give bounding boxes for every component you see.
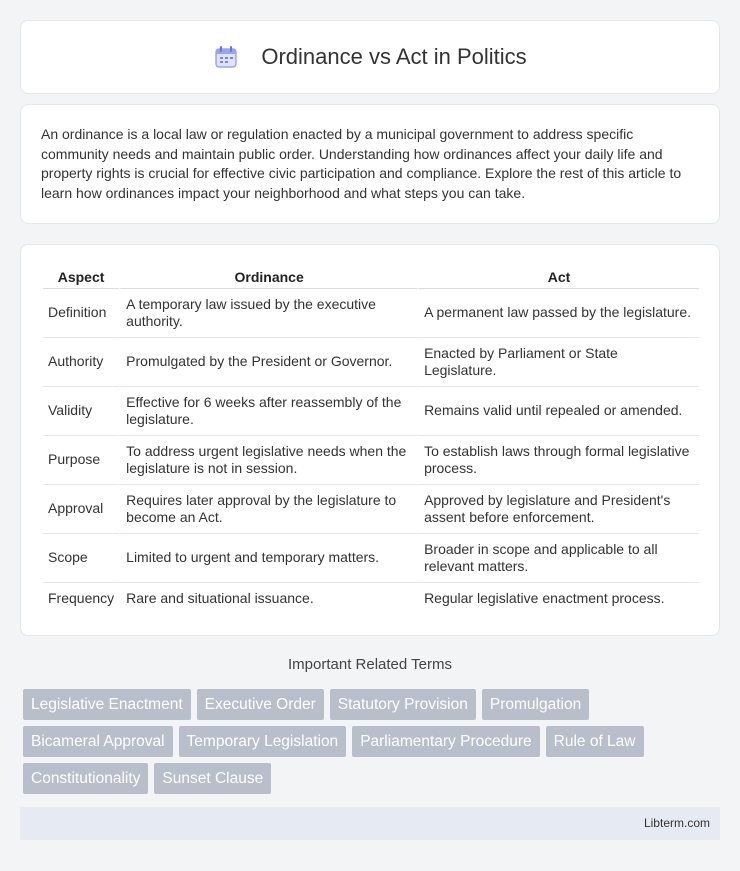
- cell-act: Regular legislative enactment process.: [417, 583, 699, 615]
- cell-ordinance: Requires later approval by the legislature to become an Act.: [119, 485, 417, 534]
- header-aspect: Aspect: [43, 265, 119, 289]
- table-row: [43, 289, 699, 338]
- table-row: [43, 436, 699, 485]
- cell-aspect: Validity: [43, 387, 119, 436]
- cell-act: Enacted by Parliament or State Legislature.: [417, 338, 699, 387]
- tag-sunset-clause[interactable]: Sunset Clause: [154, 763, 271, 794]
- tag-promulgation[interactable]: Promulgation: [482, 689, 589, 720]
- cell-ordinance: To address urgent legislative needs when the legislature is not in session.: [119, 436, 417, 485]
- cell-act: To establish laws through formal legislative process.: [417, 436, 699, 485]
- intro-text: An ordinance is a local law or regulation enacted by a municipal government to address specific community needs and maintain public order. Understanding how ordinances affect your daily life and property rights is crucial for effective civic participation and compliance. Explore the rest of this article to learn how ordinances impact your neighborhood and what steps you can take.: [41, 126, 682, 201]
- cell-aspect: Authority: [43, 338, 119, 387]
- table-row: [43, 583, 699, 615]
- cell-act: Broader in scope and applicable to all relevant matters.: [417, 534, 699, 583]
- tag-parliamentary-procedure[interactable]: Parliamentary Procedure: [352, 726, 539, 757]
- cell-aspect: Approval: [43, 485, 119, 534]
- cell-aspect: Purpose: [43, 436, 119, 485]
- cell-act: Approved by legislature and President's assent before enforcement.: [417, 485, 699, 534]
- tag-row: [23, 763, 723, 794]
- cell-ordinance: Promulgated by the President or Governor.: [119, 338, 417, 387]
- tag-bicameral-approval[interactable]: Bicameral Approval: [23, 726, 173, 757]
- tag-legislative-enactment[interactable]: Legislative Enactment: [23, 689, 191, 720]
- table-row: [43, 387, 699, 436]
- calendar-icon: [213, 44, 239, 70]
- table-header-row: [43, 265, 699, 289]
- cell-ordinance: A temporary law issued by the executive authority.: [119, 289, 417, 338]
- related-terms-title: Important Related Terms: [288, 656, 452, 673]
- cell-ordinance: Rare and situational issuance.: [119, 583, 417, 615]
- cell-act: Remains valid until repealed or amended.: [417, 387, 699, 436]
- cell-ordinance: Effective for 6 weeks after reassembly of the legislature.: [119, 387, 417, 436]
- tag-statutory-provision[interactable]: Statutory Provision: [330, 689, 476, 720]
- table-row: [43, 338, 699, 387]
- tag-row: [23, 726, 723, 757]
- cell-act: A permanent law passed by the legislature.: [417, 289, 699, 338]
- cell-ordinance: Limited to urgent and temporary matters.: [119, 534, 417, 583]
- header-card: [20, 20, 720, 94]
- related-terms-list: [23, 689, 723, 800]
- header-act: Act: [417, 265, 699, 289]
- comparison-table: [43, 265, 699, 615]
- footer: [20, 807, 720, 840]
- tag-executive-order[interactable]: Executive Order: [197, 689, 324, 720]
- page-title: Ordinance vs Act in Politics: [261, 44, 527, 69]
- comparison-card: [20, 244, 720, 636]
- footer-site-link[interactable]: Libterm.com: [643, 816, 710, 830]
- cell-aspect: Scope: [43, 534, 119, 583]
- tag-rule-of-law[interactable]: Rule of Law: [546, 726, 644, 757]
- header-ordinance: Ordinance: [119, 265, 417, 289]
- cell-aspect: Frequency: [48, 590, 115, 607]
- table-row: [43, 485, 699, 534]
- table-row: [43, 534, 699, 583]
- tag-constitutionality[interactable]: Constitutionality: [23, 763, 148, 794]
- tag-row: [23, 689, 723, 720]
- intro-card: [20, 104, 720, 224]
- tag-temporary-legislation[interactable]: Temporary Legislation: [179, 726, 347, 757]
- cell-aspect: Definition: [43, 289, 119, 338]
